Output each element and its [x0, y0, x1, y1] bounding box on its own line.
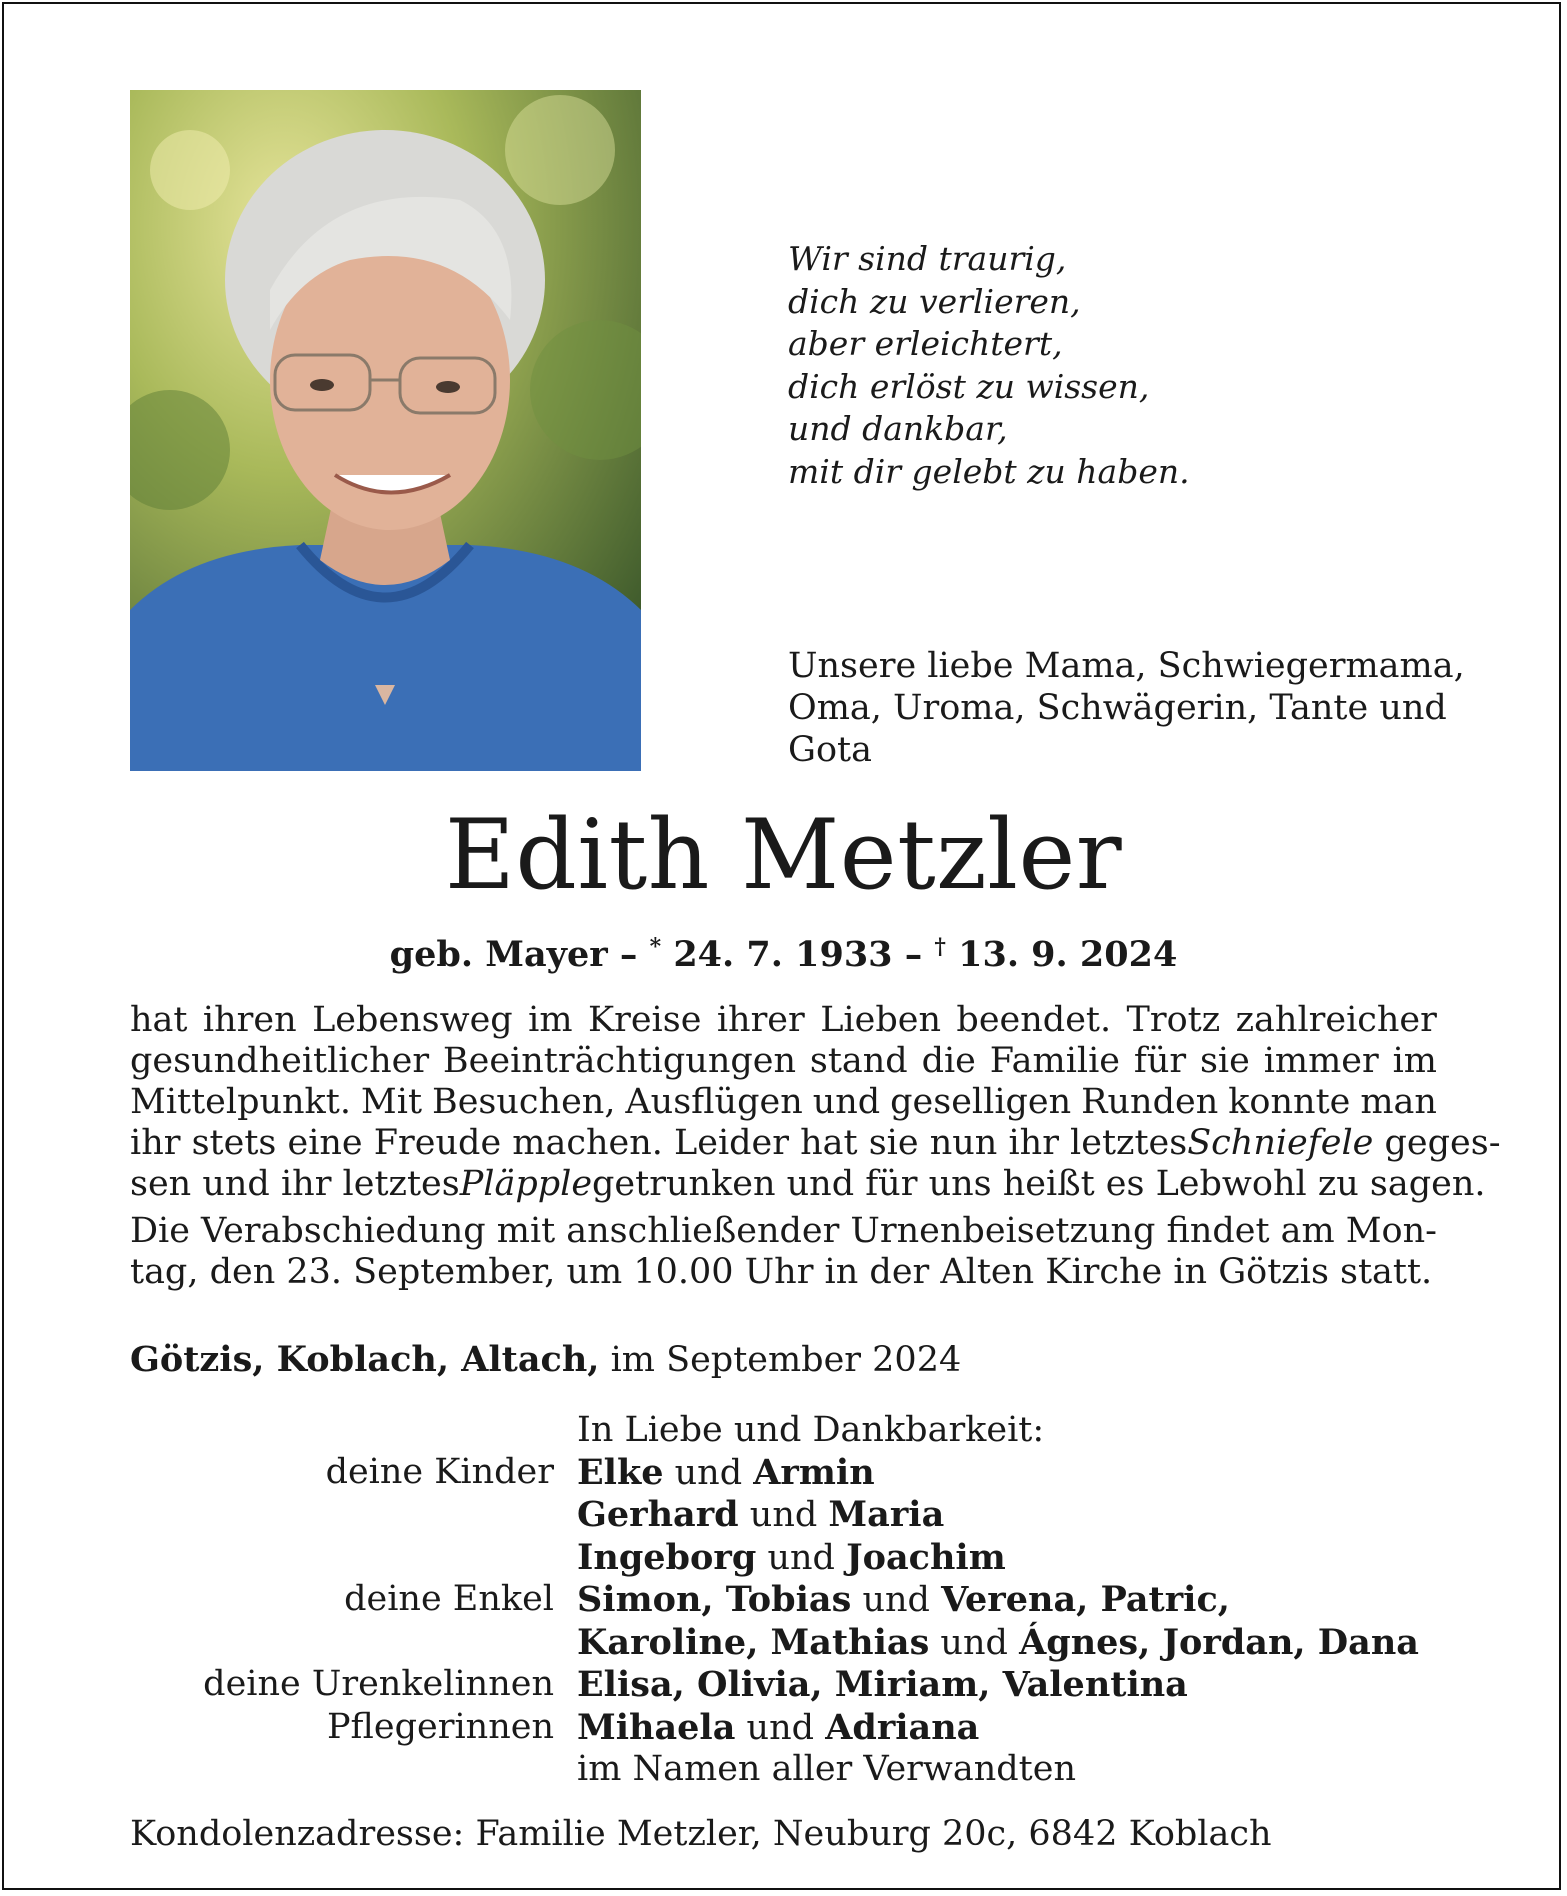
relation-label: Pflegerinnen	[327, 1706, 554, 1747]
maiden-name: geb. Mayer	[389, 934, 608, 975]
poem	[788, 238, 1190, 493]
text-line: gesundheitlicher Beeinträchtigungen stand die Familie für sie immer im	[130, 1041, 1437, 1081]
condolence-address: Kondolenzadresse: Familie Metzler, Neuburg 20c, 6842 Koblach	[130, 1814, 1272, 1854]
deceased-name: Edith Metzler	[444, 799, 1123, 911]
dialect-word: Pläpple	[459, 1164, 593, 1204]
towns: Götzis, Koblach, Altach,	[130, 1339, 600, 1380]
dash: –	[904, 934, 923, 975]
portrait-illustration	[130, 90, 641, 771]
text-line: Mittelpunkt. Mit Besuchen, Ausflügen und geselligen Runden konnte man	[130, 1082, 1437, 1122]
text-line: Die Verabschiedung mit anschließender Urnenbeisetzung findet am Mon-	[130, 1211, 1437, 1251]
dash: –	[619, 934, 638, 975]
portrait-photo	[130, 90, 641, 771]
death-symbol: †	[934, 934, 946, 960]
family-heading: In Liebe und Dankbarkeit:	[577, 1410, 1045, 1450]
text-line: tag, den 23. September, um 10.00 Uhr in der Alten Kirche in Götzis statt.	[130, 1252, 1433, 1292]
family-row: Pflegerinnen Mihaela und Adriana	[130, 1707, 1450, 1750]
birth-date: 24. 7. 1933	[673, 934, 893, 975]
relation-label: deine Urenkelinnen	[203, 1664, 554, 1704]
intro-text	[788, 645, 1465, 771]
family-row	[130, 1749, 1450, 1791]
family-row: Karoline, Mathias und Ágnes, Jordan, Dana	[577, 1621, 1419, 1663]
intro-line: Unsere liebe Mama, Schwiegermama,	[788, 646, 1465, 686]
death-date: 13. 9. 2024	[958, 934, 1178, 975]
dialect-word: Schniefele	[1187, 1123, 1374, 1163]
family-row: deine Urenkelinnen Elisa, Olivia, Miriam, Valentina	[130, 1664, 1450, 1707]
intro-line: Gota	[788, 730, 872, 770]
intro-line: Oma, Uroma, Schwägerin, Tante und	[788, 688, 1447, 728]
place-and-date	[130, 1338, 961, 1382]
poem-line: und dankbar,	[788, 409, 1008, 448]
poem-line: mit dir gelebt zu haben.	[788, 451, 1190, 491]
relation-label: deine Enkel	[344, 1579, 554, 1619]
text-line: hat ihren Lebensweg im Kreise ihrer Lieben beendet. Trotz zahlreicher	[130, 1000, 1437, 1040]
text-line: ihr stets eine Freude machen. Leider hat sie nun ihr letztes Schniefele geges-	[130, 1123, 1501, 1163]
family-row	[130, 1410, 1450, 1452]
family-row: Ingeborg und Joachim	[577, 1536, 1006, 1578]
poem-line: dich zu verlieren,	[788, 281, 1081, 321]
family-row: deine Enkel Simon, Tobias und Verena, Patric,	[130, 1579, 1450, 1622]
closing-line: im Namen aller Verwandten	[577, 1749, 1076, 1789]
text-line: sen und ihr letztes Pläpple getrunken und für uns heißt es Lebwohl zu sagen.	[130, 1164, 1486, 1204]
birth-symbol: *	[649, 934, 662, 960]
poem-line: Wir sind traurig,	[788, 239, 1067, 278]
family-list	[130, 1410, 1450, 1791]
month-year: im September 2024	[610, 1340, 962, 1380]
family-row: deine Kinder Elke und Armin	[130, 1452, 1450, 1495]
poem-line: aber erleichtert,	[788, 324, 1063, 363]
life-dates	[0, 925, 1567, 977]
obituary-text	[130, 1000, 1501, 1293]
family-row: Gerhard und Maria	[577, 1494, 945, 1535]
relation-label: deine Kinder	[325, 1451, 554, 1492]
poem-line: dich erlöst zu wissen,	[788, 366, 1150, 406]
